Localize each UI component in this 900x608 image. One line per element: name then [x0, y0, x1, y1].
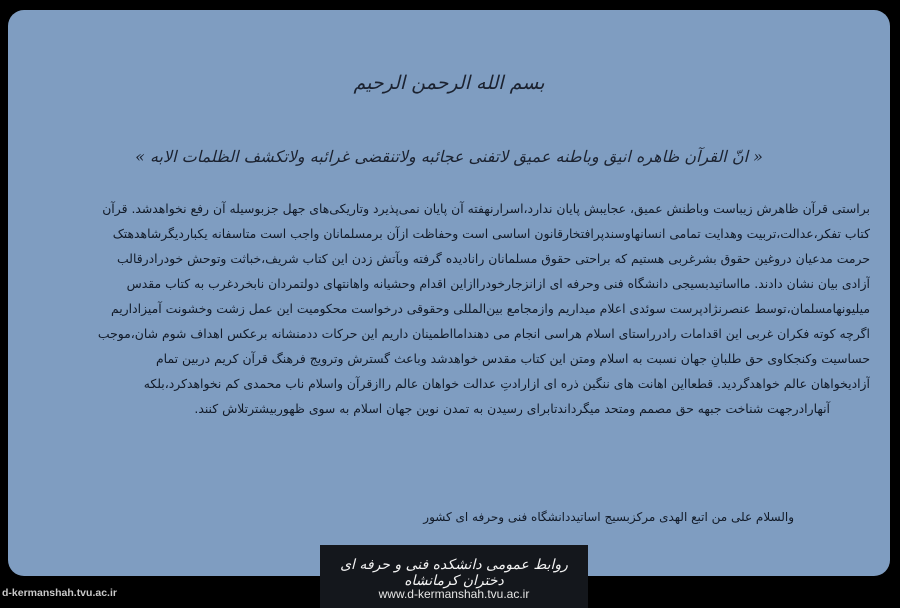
signature-line: والسلام علی من اتبع الهدی مرکزبسیج اساتیددانشگاه فنی وحرفه ای کشور [423, 510, 794, 524]
footer-title: روابط عمومی دانشکده فنی و حرفه ای دختران کرمانشاه [340, 557, 568, 589]
site-watermark: d-kermanshah.tvu.ac.ir [0, 586, 140, 600]
body-line: آزادیخواهان عالم خواهدگردید. قطعااین اهانت های ننگین ذره ای ازارادتِ عدالت خواهان عالم راازقرآن واسلام ناب محمدی کم نخواهدکرد،بلکه [143, 376, 870, 391]
body-line: حساسیت وکنجکاوی حق طلبانِ جهان نسبت به اسلام ومتن این کتاب مقدس خواهدشد وباعث گسترش وترویج فرهنگ قرآن کریم دربین تمام [156, 351, 870, 366]
body-line: براستی قرآن ظاهرش زیباست وباطنش عمیق، عجایبش پایان ندارد،اسرارنهفته آن پایان نمی‌پذیرد وتاریکی‌های جهل جزبوسیله آن رفع نخواهدشد. قرآن [102, 201, 870, 216]
basmala-heading: بسم الله الرحمن الرحیم [353, 72, 545, 94]
footer-banner [320, 545, 588, 608]
body-line: حرمت مدعیان دروغین حقوق بشرغربی هستیم که براحتی حقوق مسلمانان رانادیده گرفته وبآتش زدن این کتاب شریف،خباثت وتوحش خودرادرقالب [117, 251, 870, 266]
body-line: کتاب تفکر،عدالت،تربیت وهدایت تمامی انسانهاوسندپرافتخارقانون اساسی است وحفاظت ازآن برمسلمانان واجب است متاسفانه یکباردیگرشاهدهتک [112, 226, 870, 241]
footer-url-link[interactable]: www.d-kermanshah.tvu.ac.ir [378, 587, 530, 601]
hadith-verse: « انّ القرآن ظاهره انیق وباطنه عمیق لاتفنی عجائبه ولاتنقضی غرائبه ولاتکشف الظلمات الابه » [135, 147, 763, 166]
body-line: اگرچه کوته فکران غربی این اقدامات رادرراستای اسلام هراسی انجام می دهندامااطمینان داریم این حرکات ددمنشانه برعکس اهداف شوم شان،موجب [97, 326, 870, 341]
body-line: آزادی بیان نشان دادند. مااساتیدبسیجی دانشگاه فنی وحرفه ای ازانزجارخودراازاین اقدام وحشیانه واهانتهای دولتمردان نابخردغرب به کتاب مقدس [126, 276, 870, 291]
body-line: میلیونهامسلمان،توسط عنصرنژادپرست سوئدی اعلام میداریم وازمجامع بین‌المللی وحقوقی درخواست محکومیت این عمل زشت وخشونت آمیزاداریم [110, 301, 870, 316]
statement-card [8, 10, 890, 576]
body-line: آنهارادرجهت شناخت جبهه حق مصمم ومتحد میگرداندتابرای رسیدن به تمدن نوین جهان اسلام به سوی ظهوربیشترتلاش کنند. [194, 401, 830, 416]
statement-body [28, 196, 870, 421]
